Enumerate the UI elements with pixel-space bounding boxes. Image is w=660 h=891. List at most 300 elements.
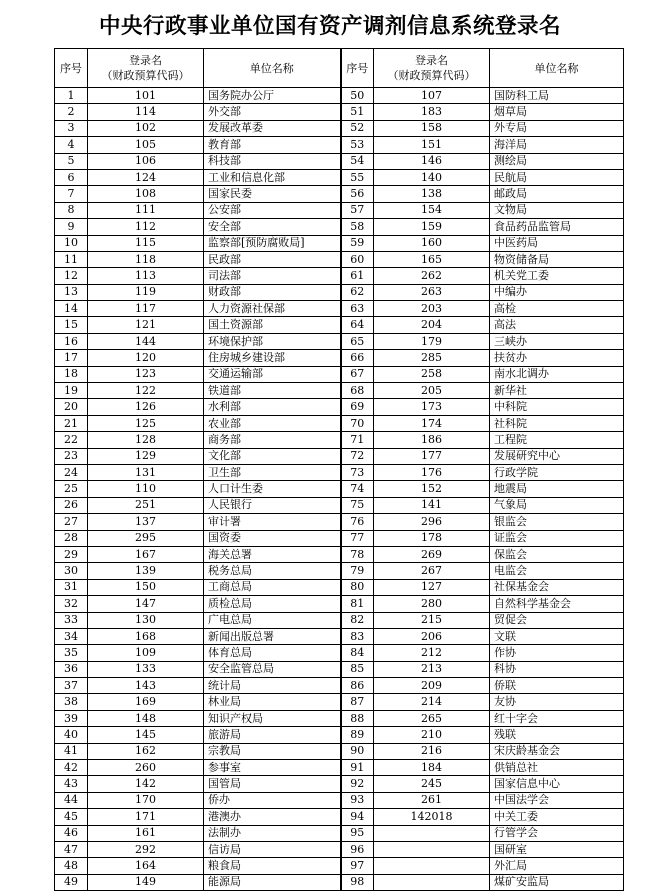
seq-cell: 20 (55, 399, 88, 415)
table-row (55, 432, 624, 448)
login-code-cell: 143 (88, 678, 204, 694)
seq-cell: 46 (55, 825, 88, 841)
unit-name-cell: 地震局 (490, 481, 624, 497)
table-row (55, 448, 624, 464)
seq-cell: 7 (55, 186, 88, 202)
login-code-cell: 261 (374, 792, 490, 808)
login-code-cell: 102 (88, 120, 204, 136)
unit-name-cell: 三峡办 (490, 333, 624, 349)
seq-cell: 11 (55, 251, 88, 267)
header-login-label: 登录名 (415, 54, 448, 67)
seq-cell: 29 (55, 546, 88, 562)
unit-name-cell: 侨联 (490, 678, 624, 694)
login-code-cell: 147 (88, 596, 204, 612)
login-code-cell: 101 (88, 88, 204, 104)
table-row (55, 383, 624, 399)
login-code-cell: 146 (374, 153, 490, 169)
seq-cell: 93 (341, 792, 374, 808)
login-code-cell: 118 (88, 251, 204, 267)
unit-name-cell: 残联 (490, 727, 624, 743)
unit-name-cell: 邮政局 (490, 186, 624, 202)
login-code-cell: 152 (374, 481, 490, 497)
login-code-cell: 113 (88, 268, 204, 284)
unit-name-cell: 林业局 (204, 694, 341, 710)
login-code-cell: 269 (374, 546, 490, 562)
unit-name-cell: 教育部 (204, 137, 341, 153)
seq-cell: 68 (341, 383, 374, 399)
unit-name-cell: 质检总局 (204, 596, 341, 612)
unit-name-cell: 国管局 (204, 776, 341, 792)
seq-cell: 47 (55, 841, 88, 857)
table-row (55, 120, 624, 136)
seq-cell: 56 (341, 186, 374, 202)
table-row (55, 874, 624, 890)
table-row (55, 137, 624, 153)
seq-cell: 1 (55, 88, 88, 104)
login-code-cell: 209 (374, 678, 490, 694)
seq-cell: 10 (55, 235, 88, 251)
table-row (55, 776, 624, 792)
login-code-cell: 203 (374, 301, 490, 317)
seq-cell: 70 (341, 415, 374, 431)
seq-cell: 60 (341, 251, 374, 267)
seq-cell: 65 (341, 333, 374, 349)
login-code-cell: 128 (88, 432, 204, 448)
table-row (55, 841, 624, 857)
table-row (55, 153, 624, 169)
document-title: 中央行政事业单位国有资产调剂信息系统登录名 (98, 14, 561, 39)
table-body (55, 88, 624, 891)
seq-cell: 52 (341, 120, 374, 136)
login-code-cell: 178 (374, 530, 490, 546)
unit-name-cell: 法制办 (204, 825, 341, 841)
login-code-cell: 177 (374, 448, 490, 464)
login-code-cell: 142018 (374, 809, 490, 825)
unit-name-cell: 中国法学会 (490, 792, 624, 808)
unit-name-cell: 科技部 (204, 153, 341, 169)
login-code-cell: 280 (374, 596, 490, 612)
seq-cell: 15 (55, 317, 88, 333)
seq-cell: 97 (341, 858, 374, 874)
login-code-cell: 144 (88, 333, 204, 349)
login-code-cell: 141 (374, 497, 490, 513)
seq-cell: 67 (341, 366, 374, 382)
login-code-cell: 168 (88, 628, 204, 644)
unit-name-cell: 知识产权局 (204, 710, 341, 726)
login-code-cell: 138 (374, 186, 490, 202)
unit-name-cell: 统计局 (204, 678, 341, 694)
table-row (55, 169, 624, 185)
login-name-table (54, 48, 624, 891)
seq-cell: 78 (341, 546, 374, 562)
login-code-cell: 165 (374, 251, 490, 267)
table-row (55, 301, 624, 317)
unit-name-cell: 外专局 (490, 120, 624, 136)
seq-cell: 95 (341, 825, 374, 841)
seq-cell: 54 (341, 153, 374, 169)
unit-name-cell: 宋庆龄基金会 (490, 743, 624, 759)
seq-cell: 63 (341, 301, 374, 317)
unit-name-cell: 能源局 (204, 874, 341, 890)
seq-cell: 4 (55, 137, 88, 153)
login-code-cell: 151 (374, 137, 490, 153)
login-code-cell: 115 (88, 235, 204, 251)
table-row (55, 694, 624, 710)
unit-name-cell: 物资储备局 (490, 251, 624, 267)
table-row (55, 628, 624, 644)
table-row (55, 514, 624, 530)
seq-cell: 80 (341, 579, 374, 595)
table-row (55, 317, 624, 333)
header-unit-left: 单位名称 (204, 49, 341, 88)
login-code-cell: 126 (88, 399, 204, 415)
login-code-cell: 142 (88, 776, 204, 792)
seq-cell: 87 (341, 694, 374, 710)
unit-name-cell: 商务部 (204, 432, 341, 448)
unit-name-cell: 司法部 (204, 268, 341, 284)
seq-cell: 12 (55, 268, 88, 284)
table-row (55, 88, 624, 104)
login-code-cell: 292 (88, 841, 204, 857)
seq-cell: 86 (341, 678, 374, 694)
login-code-cell (374, 874, 490, 890)
unit-name-cell: 港澳办 (204, 809, 341, 825)
table-row (55, 645, 624, 661)
unit-name-cell: 公安部 (204, 202, 341, 218)
header-login-right (374, 49, 490, 88)
table-row (55, 333, 624, 349)
login-code-cell: 117 (88, 301, 204, 317)
seq-cell: 35 (55, 645, 88, 661)
seq-cell: 96 (341, 841, 374, 857)
header-login-left (88, 49, 204, 88)
unit-name-cell: 环境保护部 (204, 333, 341, 349)
seq-cell: 79 (341, 563, 374, 579)
login-code-cell: 137 (88, 514, 204, 530)
seq-cell: 55 (341, 169, 374, 185)
seq-cell: 8 (55, 202, 88, 218)
seq-cell: 50 (341, 88, 374, 104)
login-code-cell: 204 (374, 317, 490, 333)
login-code-cell: 130 (88, 612, 204, 628)
table-row (55, 415, 624, 431)
login-code-cell: 262 (374, 268, 490, 284)
seq-cell: 94 (341, 809, 374, 825)
seq-cell: 72 (341, 448, 374, 464)
login-code-cell: 107 (374, 88, 490, 104)
unit-name-cell: 扶贫办 (490, 350, 624, 366)
unit-name-cell: 海关总署 (204, 546, 341, 562)
unit-name-cell: 人民银行 (204, 497, 341, 513)
seq-cell: 98 (341, 874, 374, 890)
unit-name-cell: 发展改革委 (204, 120, 341, 136)
login-code-cell: 161 (88, 825, 204, 841)
table-row (55, 825, 624, 841)
seq-cell: 45 (55, 809, 88, 825)
seq-cell: 22 (55, 432, 88, 448)
login-code-cell: 139 (88, 563, 204, 579)
unit-name-cell: 友协 (490, 694, 624, 710)
login-code-cell: 214 (374, 694, 490, 710)
table-row (55, 350, 624, 366)
unit-name-cell: 民政部 (204, 251, 341, 267)
seq-cell: 40 (55, 727, 88, 743)
unit-name-cell: 作协 (490, 645, 624, 661)
header-login-sublabel: （财政预算代码） (101, 69, 190, 82)
seq-cell: 36 (55, 661, 88, 677)
table-row (55, 710, 624, 726)
unit-name-cell: 人力资源社保部 (204, 301, 341, 317)
unit-name-cell: 广电总局 (204, 612, 341, 628)
seq-cell: 31 (55, 579, 88, 595)
unit-name-cell: 国防科工局 (490, 88, 624, 104)
unit-name-cell: 财政部 (204, 284, 341, 300)
unit-name-cell: 工业和信息化部 (204, 169, 341, 185)
unit-name-cell: 证监会 (490, 530, 624, 546)
unit-name-cell: 煤矿安监局 (490, 874, 624, 890)
table-row (55, 268, 624, 284)
login-code-cell: 122 (88, 383, 204, 399)
unit-name-cell: 国家信息中心 (490, 776, 624, 792)
table-row (55, 661, 624, 677)
table-row (55, 858, 624, 874)
seq-cell: 66 (341, 350, 374, 366)
table-row (55, 235, 624, 251)
seq-cell: 30 (55, 563, 88, 579)
seq-cell: 59 (341, 235, 374, 251)
table-row (55, 760, 624, 776)
seq-cell: 71 (341, 432, 374, 448)
login-code-cell: 210 (374, 727, 490, 743)
table-row (55, 366, 624, 382)
login-code-cell: 213 (374, 661, 490, 677)
table-row (55, 809, 624, 825)
seq-cell: 75 (341, 497, 374, 513)
unit-name-cell: 中医药局 (490, 235, 624, 251)
unit-name-cell: 工商总局 (204, 579, 341, 595)
unit-name-cell: 高法 (490, 317, 624, 333)
unit-name-cell: 外汇局 (490, 858, 624, 874)
unit-name-cell: 国家民委 (204, 186, 341, 202)
login-code-cell: 131 (88, 464, 204, 480)
login-code-cell: 258 (374, 366, 490, 382)
login-code-cell: 171 (88, 809, 204, 825)
unit-name-cell: 文物局 (490, 202, 624, 218)
seq-cell: 89 (341, 727, 374, 743)
unit-name-cell: 国资委 (204, 530, 341, 546)
login-code-cell: 125 (88, 415, 204, 431)
unit-name-cell: 交通运输部 (204, 366, 341, 382)
login-code-cell: 251 (88, 497, 204, 513)
seq-cell: 27 (55, 514, 88, 530)
login-code-cell: 216 (374, 743, 490, 759)
header-seq-left: 序号 (55, 49, 88, 88)
seq-cell: 19 (55, 383, 88, 399)
seq-cell: 24 (55, 464, 88, 480)
login-code-cell: 127 (374, 579, 490, 595)
unit-name-cell: 烟草局 (490, 104, 624, 120)
table-row (55, 284, 624, 300)
login-code-cell: 206 (374, 628, 490, 644)
seq-cell: 57 (341, 202, 374, 218)
unit-name-cell: 自然科学基金会 (490, 596, 624, 612)
unit-name-cell: 保监会 (490, 546, 624, 562)
unit-name-cell: 测绘局 (490, 153, 624, 169)
login-code-cell (374, 858, 490, 874)
seq-cell: 33 (55, 612, 88, 628)
table-row (55, 678, 624, 694)
login-code-cell: 296 (374, 514, 490, 530)
table-header-row (55, 49, 624, 88)
unit-name-cell: 海洋局 (490, 137, 624, 153)
unit-name-cell: 外交部 (204, 104, 341, 120)
seq-cell: 82 (341, 612, 374, 628)
seq-cell: 62 (341, 284, 374, 300)
header-login-label: 登录名 (129, 54, 162, 67)
login-code-cell: 173 (374, 399, 490, 415)
table-row (55, 530, 624, 546)
table-row (55, 563, 624, 579)
unit-name-cell: 安全部 (204, 219, 341, 235)
seq-cell: 43 (55, 776, 88, 792)
unit-name-cell: 人口计生委 (204, 481, 341, 497)
login-code-cell: 114 (88, 104, 204, 120)
login-code-cell: 111 (88, 202, 204, 218)
login-code-cell: 106 (88, 153, 204, 169)
seq-cell: 6 (55, 169, 88, 185)
login-code-cell: 174 (374, 415, 490, 431)
unit-name-cell: 新华社 (490, 383, 624, 399)
unit-name-cell: 安全监管总局 (204, 661, 341, 677)
header-unit-right: 单位名称 (490, 49, 624, 88)
login-code-cell: 285 (374, 350, 490, 366)
login-code-cell: 112 (88, 219, 204, 235)
unit-name-cell: 气象局 (490, 497, 624, 513)
login-code-cell (374, 825, 490, 841)
unit-name-cell: 国土资源部 (204, 317, 341, 333)
login-code-cell: 159 (374, 219, 490, 235)
table-row (55, 251, 624, 267)
unit-name-cell: 发展研究中心 (490, 448, 624, 464)
seq-cell: 81 (341, 596, 374, 612)
unit-name-cell: 水利部 (204, 399, 341, 415)
seq-cell: 17 (55, 350, 88, 366)
seq-cell: 85 (341, 661, 374, 677)
login-code-cell: 148 (88, 710, 204, 726)
table-row (55, 104, 624, 120)
unit-name-cell: 文联 (490, 628, 624, 644)
unit-name-cell: 中关工委 (490, 809, 624, 825)
unit-name-cell: 新闻出版总署 (204, 628, 341, 644)
seq-cell: 76 (341, 514, 374, 530)
login-code-cell: 170 (88, 792, 204, 808)
login-code-cell: 108 (88, 186, 204, 202)
unit-name-cell: 审计署 (204, 514, 341, 530)
table-row (55, 596, 624, 612)
login-code-cell: 109 (88, 645, 204, 661)
login-code-cell: 154 (374, 202, 490, 218)
login-code-cell: 150 (88, 579, 204, 595)
seq-cell: 74 (341, 481, 374, 497)
login-code-cell: 121 (88, 317, 204, 333)
login-code-cell: 105 (88, 137, 204, 153)
table-row (55, 497, 624, 513)
unit-name-cell: 工程院 (490, 432, 624, 448)
seq-cell: 9 (55, 219, 88, 235)
seq-cell: 39 (55, 710, 88, 726)
table-row (55, 727, 624, 743)
unit-name-cell: 贸促会 (490, 612, 624, 628)
login-code-cell: 129 (88, 448, 204, 464)
login-code-cell: 169 (88, 694, 204, 710)
seq-cell: 42 (55, 760, 88, 776)
seq-cell: 5 (55, 153, 88, 169)
table-row (55, 399, 624, 415)
unit-name-cell: 中编办 (490, 284, 624, 300)
unit-name-cell: 侨办 (204, 792, 341, 808)
unit-name-cell: 民航局 (490, 169, 624, 185)
unit-name-cell: 体育总局 (204, 645, 341, 661)
seq-cell: 2 (55, 104, 88, 120)
seq-cell: 61 (341, 268, 374, 284)
unit-name-cell: 南水北调办 (490, 366, 624, 382)
login-code-cell: 119 (88, 284, 204, 300)
seq-cell: 69 (341, 399, 374, 415)
login-code-cell (374, 841, 490, 857)
seq-cell: 21 (55, 415, 88, 431)
login-code-cell: 140 (374, 169, 490, 185)
seq-cell: 44 (55, 792, 88, 808)
table-row (55, 743, 624, 759)
login-code-cell: 205 (374, 383, 490, 399)
unit-name-cell: 社保基金会 (490, 579, 624, 595)
unit-name-cell: 旅游局 (204, 727, 341, 743)
seq-cell: 84 (341, 645, 374, 661)
seq-cell: 25 (55, 481, 88, 497)
login-code-cell: 160 (374, 235, 490, 251)
unit-name-cell: 中科院 (490, 399, 624, 415)
login-code-cell: 186 (374, 432, 490, 448)
unit-name-cell: 国研室 (490, 841, 624, 857)
login-code-cell: 245 (374, 776, 490, 792)
table-row (55, 186, 624, 202)
seq-cell: 73 (341, 464, 374, 480)
seq-cell: 32 (55, 596, 88, 612)
seq-cell: 28 (55, 530, 88, 546)
unit-name-cell: 文化部 (204, 448, 341, 464)
seq-cell: 83 (341, 628, 374, 644)
header-login-sublabel: （财政预算代码） (387, 69, 476, 82)
login-code-cell: 167 (88, 546, 204, 562)
login-code-cell: 133 (88, 661, 204, 677)
seq-cell: 37 (55, 678, 88, 694)
login-code-cell: 158 (374, 120, 490, 136)
seq-cell: 18 (55, 366, 88, 382)
seq-cell: 38 (55, 694, 88, 710)
unit-name-cell: 国务院办公厅 (204, 88, 341, 104)
login-code-cell: 265 (374, 710, 490, 726)
login-code-cell: 162 (88, 743, 204, 759)
unit-name-cell: 农业部 (204, 415, 341, 431)
seq-cell: 51 (341, 104, 374, 120)
unit-name-cell: 银监会 (490, 514, 624, 530)
unit-name-cell: 卫生部 (204, 464, 341, 480)
login-code-cell: 184 (374, 760, 490, 776)
table-row (55, 579, 624, 595)
unit-name-cell: 参事室 (204, 760, 341, 776)
seq-cell: 58 (341, 219, 374, 235)
seq-cell: 16 (55, 333, 88, 349)
